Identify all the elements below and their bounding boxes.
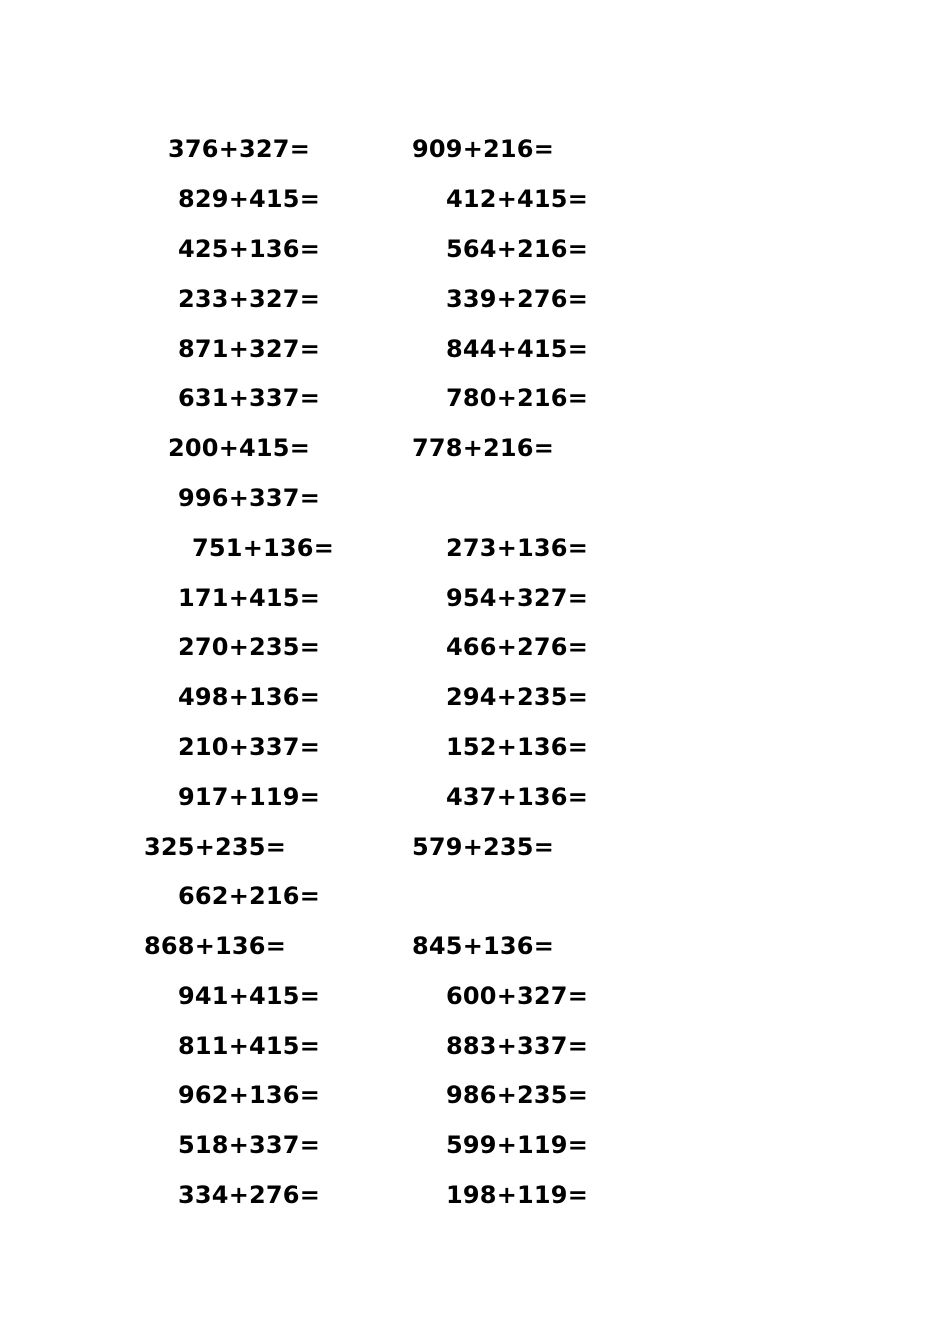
problem-left: 941+415= [178,982,321,1010]
problem-left: 233+327= [178,285,321,313]
problem-row [0,1031,950,1081]
problem-row [0,1180,950,1230]
problem-row [0,881,950,931]
problem-left: 996+337= [178,484,321,512]
problem-left: 811+415= [178,1032,321,1060]
problem-right: 152+136= [446,733,589,761]
problem-right: 273+136= [446,534,589,562]
problem-row [0,583,950,633]
problem-row [0,782,950,832]
problem-row [0,383,950,433]
problem-right: 437+136= [446,783,589,811]
problem-row [0,334,950,384]
problem-left: 171+415= [178,584,321,612]
problem-left: 325+235= [144,833,287,861]
problem-left: 751+136= [192,534,335,562]
problem-row [0,1130,950,1180]
problem-left: 917+119= [178,783,321,811]
problem-left: 425+136= [178,235,321,263]
problem-right: 339+276= [446,285,589,313]
problem-right: 198+119= [446,1181,589,1209]
problem-row [0,981,950,1031]
problem-left: 210+337= [178,733,321,761]
problem-left: 270+235= [178,633,321,661]
problem-left: 200+415= [168,434,311,462]
problem-left: 518+337= [178,1131,321,1159]
problem-left: 334+276= [178,1181,321,1209]
problem-right: 412+415= [446,185,589,213]
problem-left: 962+136= [178,1081,321,1109]
problem-right: 600+327= [446,982,589,1010]
problem-row [0,234,950,284]
problem-row [0,931,950,981]
problem-left: 829+415= [178,185,321,213]
problem-left: 871+327= [178,335,321,363]
problem-row [0,284,950,334]
problem-row [0,1080,950,1130]
problem-right: 564+216= [446,235,589,263]
problem-right: 579+235= [412,833,555,861]
problem-right: 954+327= [446,584,589,612]
problem-row [0,682,950,732]
problem-right: 294+235= [446,683,589,711]
problem-right: 883+337= [446,1032,589,1060]
problem-left: 868+136= [144,932,287,960]
problem-right: 845+136= [412,932,555,960]
problem-right: 599+119= [446,1131,589,1159]
problem-right: 778+216= [412,434,555,462]
problem-right: 986+235= [446,1081,589,1109]
problem-row [0,533,950,583]
problem-row [0,433,950,483]
problem-row [0,184,950,234]
problem-right: 780+216= [446,384,589,412]
problem-row [0,134,950,184]
problem-right: 466+276= [446,633,589,661]
problem-row [0,632,950,682]
problem-left: 662+216= [178,882,321,910]
problem-row [0,483,950,533]
problem-left: 376+327= [168,135,311,163]
problem-left: 498+136= [178,683,321,711]
problem-row [0,832,950,882]
problem-right: 844+415= [446,335,589,363]
problem-left: 631+337= [178,384,321,412]
problem-right: 909+216= [412,135,555,163]
problem-row [0,732,950,782]
